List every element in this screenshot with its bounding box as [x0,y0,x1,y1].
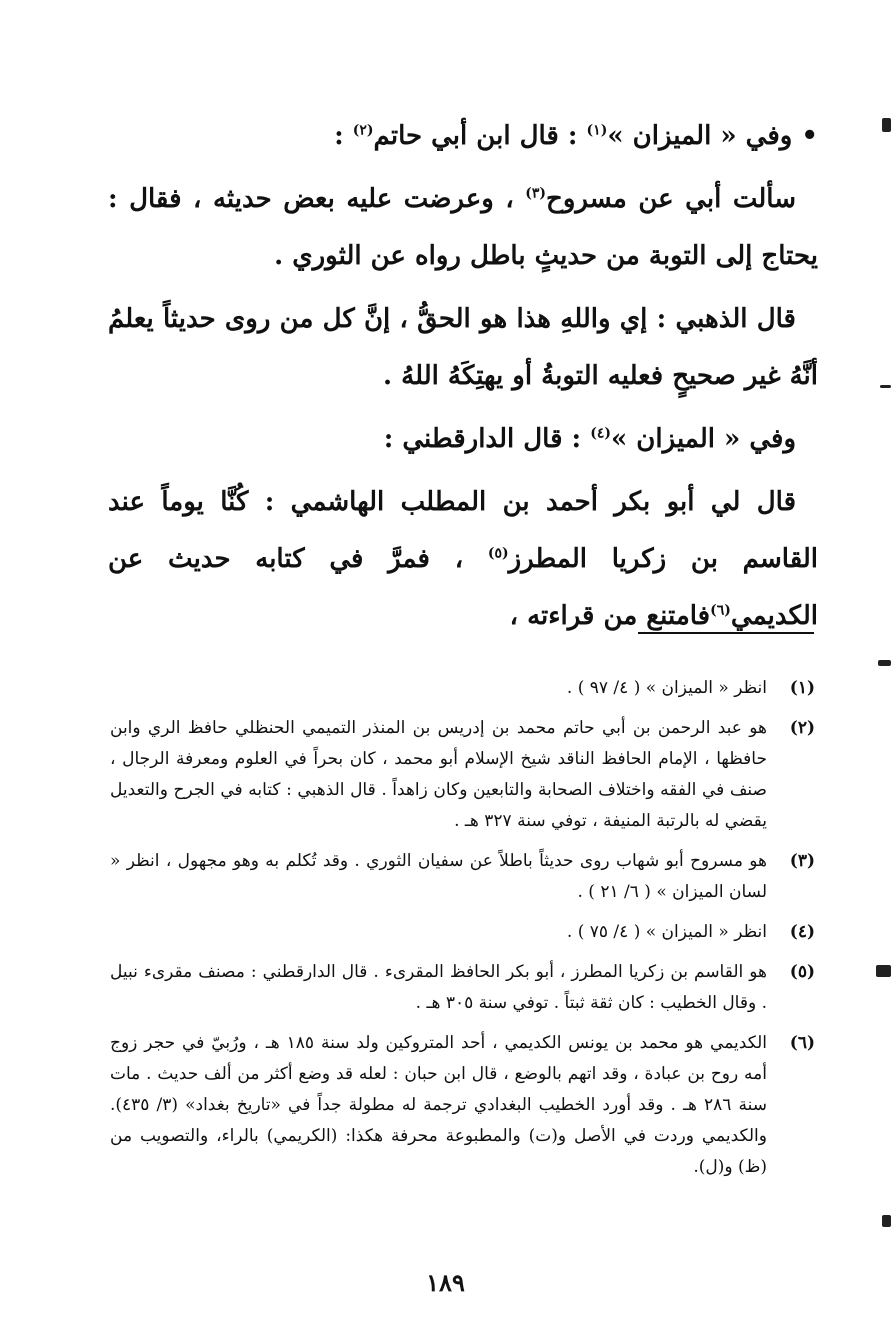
paragraph-masruh: سألت أبي عن مسروح$^{(٣)}$ ، وعرضت عليه بعض حديثه ، فقال : يحتاج إلى التوبة من حديثٍ باطل رواه عن الثوري . [108,184,818,271]
paragraph-dhahabi: قال الذهبي : إي واللهِ هذا هو الحقُّ ، إنَّ كل من روى حديثاً يعلمُ أنَّهُ غير صحيحٍ فعليه التوبةُ أو يهتِكَهُ اللهُ . [108,304,818,391]
footnotes [110,673,815,1192]
footnote-text: انظر « الميزان » ( ٤/ ٩٧ ) . [566,678,767,698]
footnote-ref-3[interactable]: (٣) [525,185,547,202]
page-number: ١٨٩ [426,1268,465,1297]
footnote-text: هو عبد الرحمن بن أبي حاتم محمد بن إدريس بن المنذر التميمي الحنظلي حافظ الري وابن حافظها ، الإمام الحافظ الناقد شيخ الإسلام أبو محمد ، كان بحراً في العلوم ومعرفة الرجال ، صنف في الفقه واختلاف الصحابة والتابعين وكان زاهداً . قال الذهبي : كتابه في الجرح والتعديل يقضي له بالرتبة المنيفة ، توفي سنة ٣٢٧ هـ . [110,718,767,831]
scan-margin-mark [878,660,891,666]
footnote-text: هو القاسم بن زكريا المطرز ، أبو بكر الحافظ المقرىء . قال الدارقطني : مصنف مقرىء نبيل . وقال الخطيب : كان ثقة ثبتاً . توفي سنة ٣٠٥ هـ . [110,962,767,1013]
footnote-number: (٤) [789,922,815,942]
footnote-ref-6[interactable]: (٦) [710,602,731,619]
footnote-3 [110,846,815,908]
scan-margin-mark [880,385,891,388]
footnote-1 [110,673,815,704]
footnote-number: (٦) [789,1033,815,1053]
main-text [108,108,818,651]
footnote-6 [110,1028,815,1183]
scan-margin-mark [882,118,891,132]
footnote-number: (١) [789,678,815,698]
footnote-ref-2[interactable]: (٢) [352,122,374,139]
footnote-4 [110,917,815,948]
footnote-ref-4[interactable]: (٤) [590,425,611,442]
footnote-2 [110,713,815,837]
footnote-number: (٣) [789,851,815,871]
paragraph-mizan-daraqutni: وفي « الميزان »$^{(٤)}$ : قال الدارقطني : [383,424,796,454]
footnote-number: (٢) [789,718,815,738]
scan-margin-mark [876,965,891,977]
footnote-separator [638,632,814,634]
footnote-text: انظر « الميزان » ( ٤/ ٧٥ ) . [566,922,767,942]
footnote-ref-1[interactable]: (١) [586,122,608,139]
footnote-5 [110,957,815,1019]
paragraph-abu-bakr: قال لي أبو بكر أحمد بن المطلب الهاشمي : كُنَّا يوماً عند القاسم بن زكريا المطرز$^{(٥)}$ ، فمرَّ في كتابه حديث عن الكديمي$^{(٦)}$فامتنع من قراءته ، [108,487,818,631]
footnote-number: (٥) [789,962,815,982]
paragraph-mizan-abi-hatim: • وفي « الميزان »$^{(١)}$ : قال ابن أبي حاتم$^{(٢)}$ : [334,121,818,151]
footnote-ref-5[interactable]: (٥) [487,545,509,562]
scan-margin-mark [882,1215,891,1227]
footnote-text: الكديمي هو محمد بن يونس الكديمي ، أحد المتروكين ولد سنة ١٨٥ هـ ، ورُبيّ في حجر زوج أمه روح بن عبادة ، وقد اتهم بالوضع ، قال ابن حبان : لعله قد وضع أكثر من ألف حديث . مات سنة ٢٨٦ هـ . وقد أورد الخطيب البغدادي ترجمة له مطولة جداً في «تاريخ بغداد» (٣/ ٤٣٥). والكديمي وردت في الأصل و(ت) والمطبوعة محرفة هكذا: (الكريمي) بالراء، والتصويب من (ظ) و(ل). [110,1033,767,1177]
footnote-text: هو مسروح أبو شهاب روى حديثاً باطلاً عن سفيان الثوري . وقد تُكلم به وهو مجهول ، انظر « لسان الميزان » ( ٦/ ٢١ ) . [110,851,767,902]
